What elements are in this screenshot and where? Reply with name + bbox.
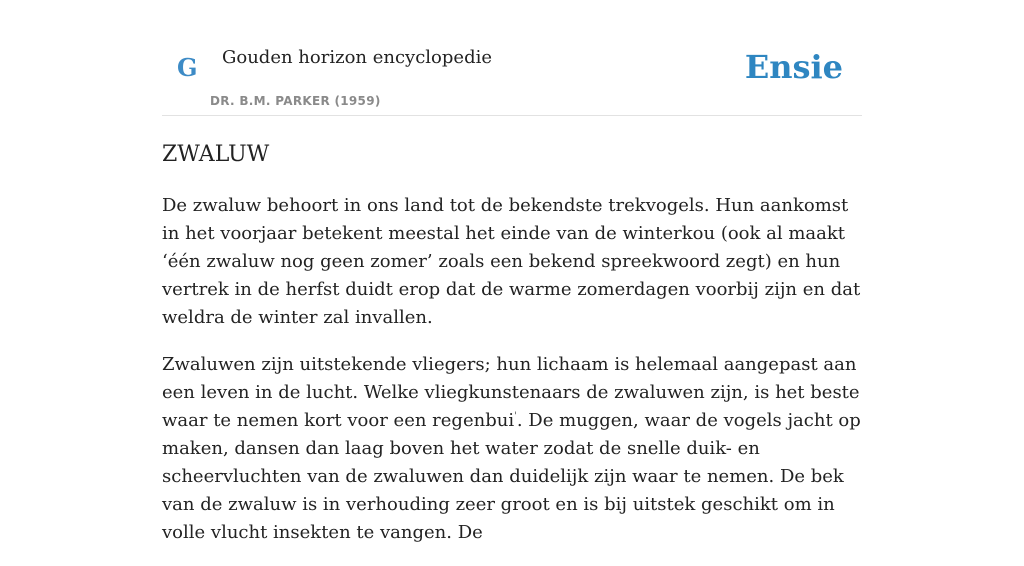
- paragraph-text: Zwaluwen zijn uitstekende vliegers; hun lichaam is helemaal aangepast aan een leven in de lucht. Welke vliegkunstenaars de zwaluwen zijn, is het beste waar te nemen kort voor een regenbui: [162, 354, 860, 431]
- article: [162, 140, 864, 566]
- article-paragraph: De zwaluw behoort in ons land tot de bekendste trekvogels. Hun aankomst in het voorjaar betekent meestal het einde van de winterkou (ook al maakt ‘één zwaluw nog geen zomer’ zoals een bekend spreekwoord zegt) en hun vertrek in de herfst duidt erop dat de warme zomerdagen voorbij zijn en dat weldra de winter zal invallen.: [162, 195, 861, 328]
- publication-author: DR. B.M. PARKER (1959): [210, 94, 381, 108]
- publication-logo-icon[interactable]: G: [177, 53, 198, 82]
- footnote-marker[interactable]: ': [514, 411, 517, 422]
- publication-title-link[interactable]: Gouden horizon encyclopedie: [222, 47, 492, 68]
- brand-logo-link[interactable]: Ensie: [744, 48, 843, 86]
- page-header: [162, 30, 862, 116]
- article-paragraph: [162, 351, 864, 547]
- paragraph-text: . De muggen, waar de vogels jacht op maken, dansen dan laag boven het water zodat de snelle duik- en scheervluchten van de zwaluwen dan duidelijk zijn waar te nemen. De bek van de zwaluw is in verhouding zeer groot en is bij uitstek geschikt om in volle vlucht insekten te vangen. De: [162, 410, 861, 543]
- article-title: ZWALUW: [162, 142, 270, 167]
